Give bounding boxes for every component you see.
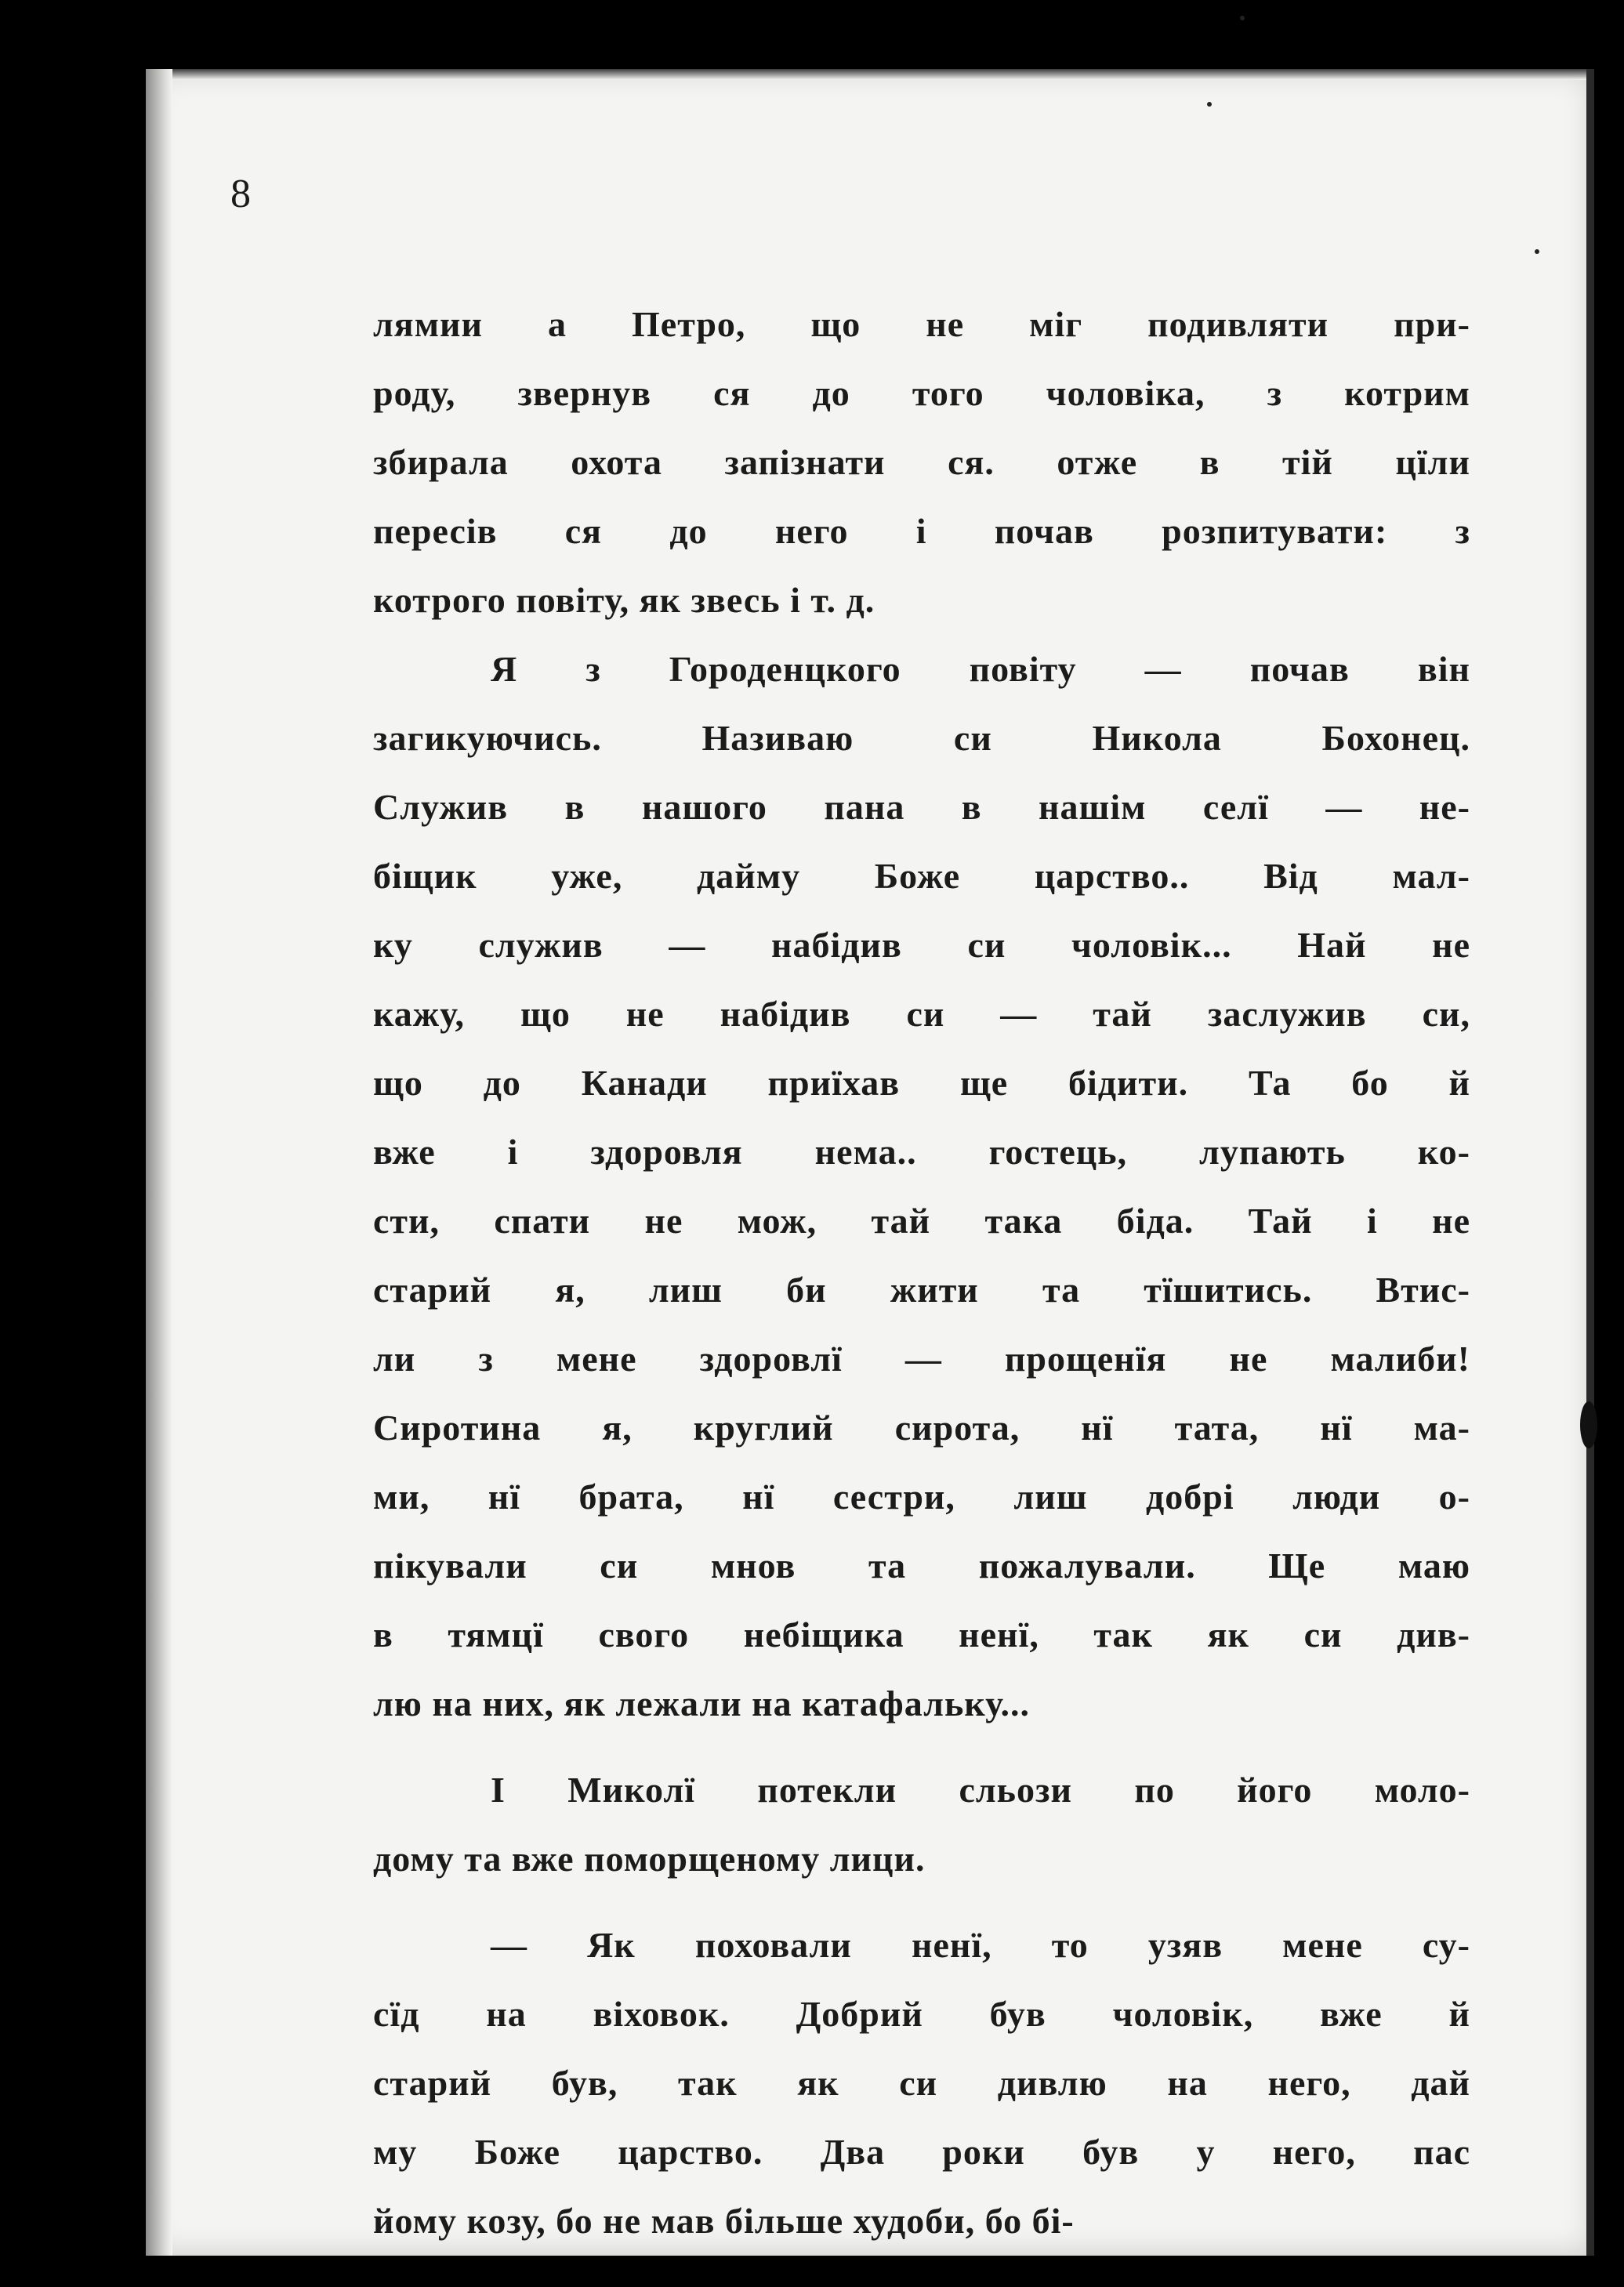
body-text <box>373 290 1470 2256</box>
text-line: в тямцї свого небіщика ненї, так як си див- <box>373 1615 1470 1655</box>
text-line: вже і здоровля нема.. гостець, лупають ко- <box>373 1132 1470 1172</box>
text-line: Служив в нашого пана в нашім селї — не- <box>373 787 1470 827</box>
text-line: ли з мене здоровлї — прощенїя не малиби! <box>373 1339 1470 1379</box>
page-right-edge <box>1586 69 1594 2256</box>
scan-speck <box>1535 249 1539 254</box>
text-line: Я з Городенцкого повіту — почав він <box>491 649 1470 689</box>
paragraph-gap <box>373 1894 1470 1911</box>
text-line: йому козу, бо не мав більше худоби, бо бі- <box>373 2201 1075 2241</box>
text-line: Сиротина я, круглий сирота, нї тата, нї ма- <box>373 1408 1470 1448</box>
page-binding-edge <box>146 69 172 2256</box>
text-line: сїд на віховок. Добрий був чоловік, вже й <box>373 1994 1470 2034</box>
text-line: дому та вже поморщеному лици. <box>373 1839 926 1879</box>
text-line: старий був, так як си дивлю на него, дай <box>373 2063 1470 2103</box>
scan-speck <box>1207 102 1212 107</box>
text-line: му Боже царство. Два роки був у него, пас <box>373 2132 1470 2172</box>
text-line: збирала охота запізнати ся. отже в тій цїли <box>373 442 1470 482</box>
paragraph <box>373 635 1470 1738</box>
text-line: — Як поховали ненї, то узяв мене су- <box>491 1925 1470 1965</box>
text-line: сти, спати не мож, тай така біда. Тай і не <box>373 1201 1470 1241</box>
text-line: котрого повіту, як звесь і т. д. <box>373 580 875 620</box>
text-line: загикуючись. Називаю си Никола Бохонец. <box>373 718 1470 758</box>
paragraph <box>373 1756 1470 1894</box>
text-line: біщик уже, дайму Боже царство.. Від мал- <box>373 856 1470 896</box>
text-line: лю на них, як лежали на катафальку... <box>373 1684 1031 1723</box>
paragraph-gap <box>373 1738 1470 1756</box>
paragraph <box>373 1911 1470 2256</box>
text-line: старий я, лиш би жити та тїшитись. Втис- <box>373 1270 1470 1310</box>
text-line: роду, звернув ся до того чоловіка, з котрим <box>373 373 1470 413</box>
text-line: ку служив — набідив си чоловік... Най не <box>373 925 1470 965</box>
scan-speck <box>1240 16 1245 20</box>
text-line: що до Канади приїхав ще бідити. Та бо й <box>373 1063 1470 1103</box>
text-line: пікували си мнов та пожалували. Ще маю <box>373 1546 1470 1586</box>
paragraph <box>373 290 1470 635</box>
text-line: ми, нї брата, нї сестри, лиш добрі люди о- <box>373 1477 1470 1517</box>
page-top-edge <box>146 69 1594 80</box>
text-line: І Миколї потекли сльози по його моло- <box>491 1770 1470 1810</box>
scan-blot-mark <box>1580 1401 1597 1448</box>
page-number: 8 <box>230 172 252 216</box>
text-line: лямии а Петро, що не міг подивляти при- <box>373 304 1470 344</box>
text-line: кажу, що не набідив си — тай заслужив си, <box>373 994 1470 1034</box>
text-line: пересів ся до него і почав розпитувати: з <box>373 511 1470 551</box>
